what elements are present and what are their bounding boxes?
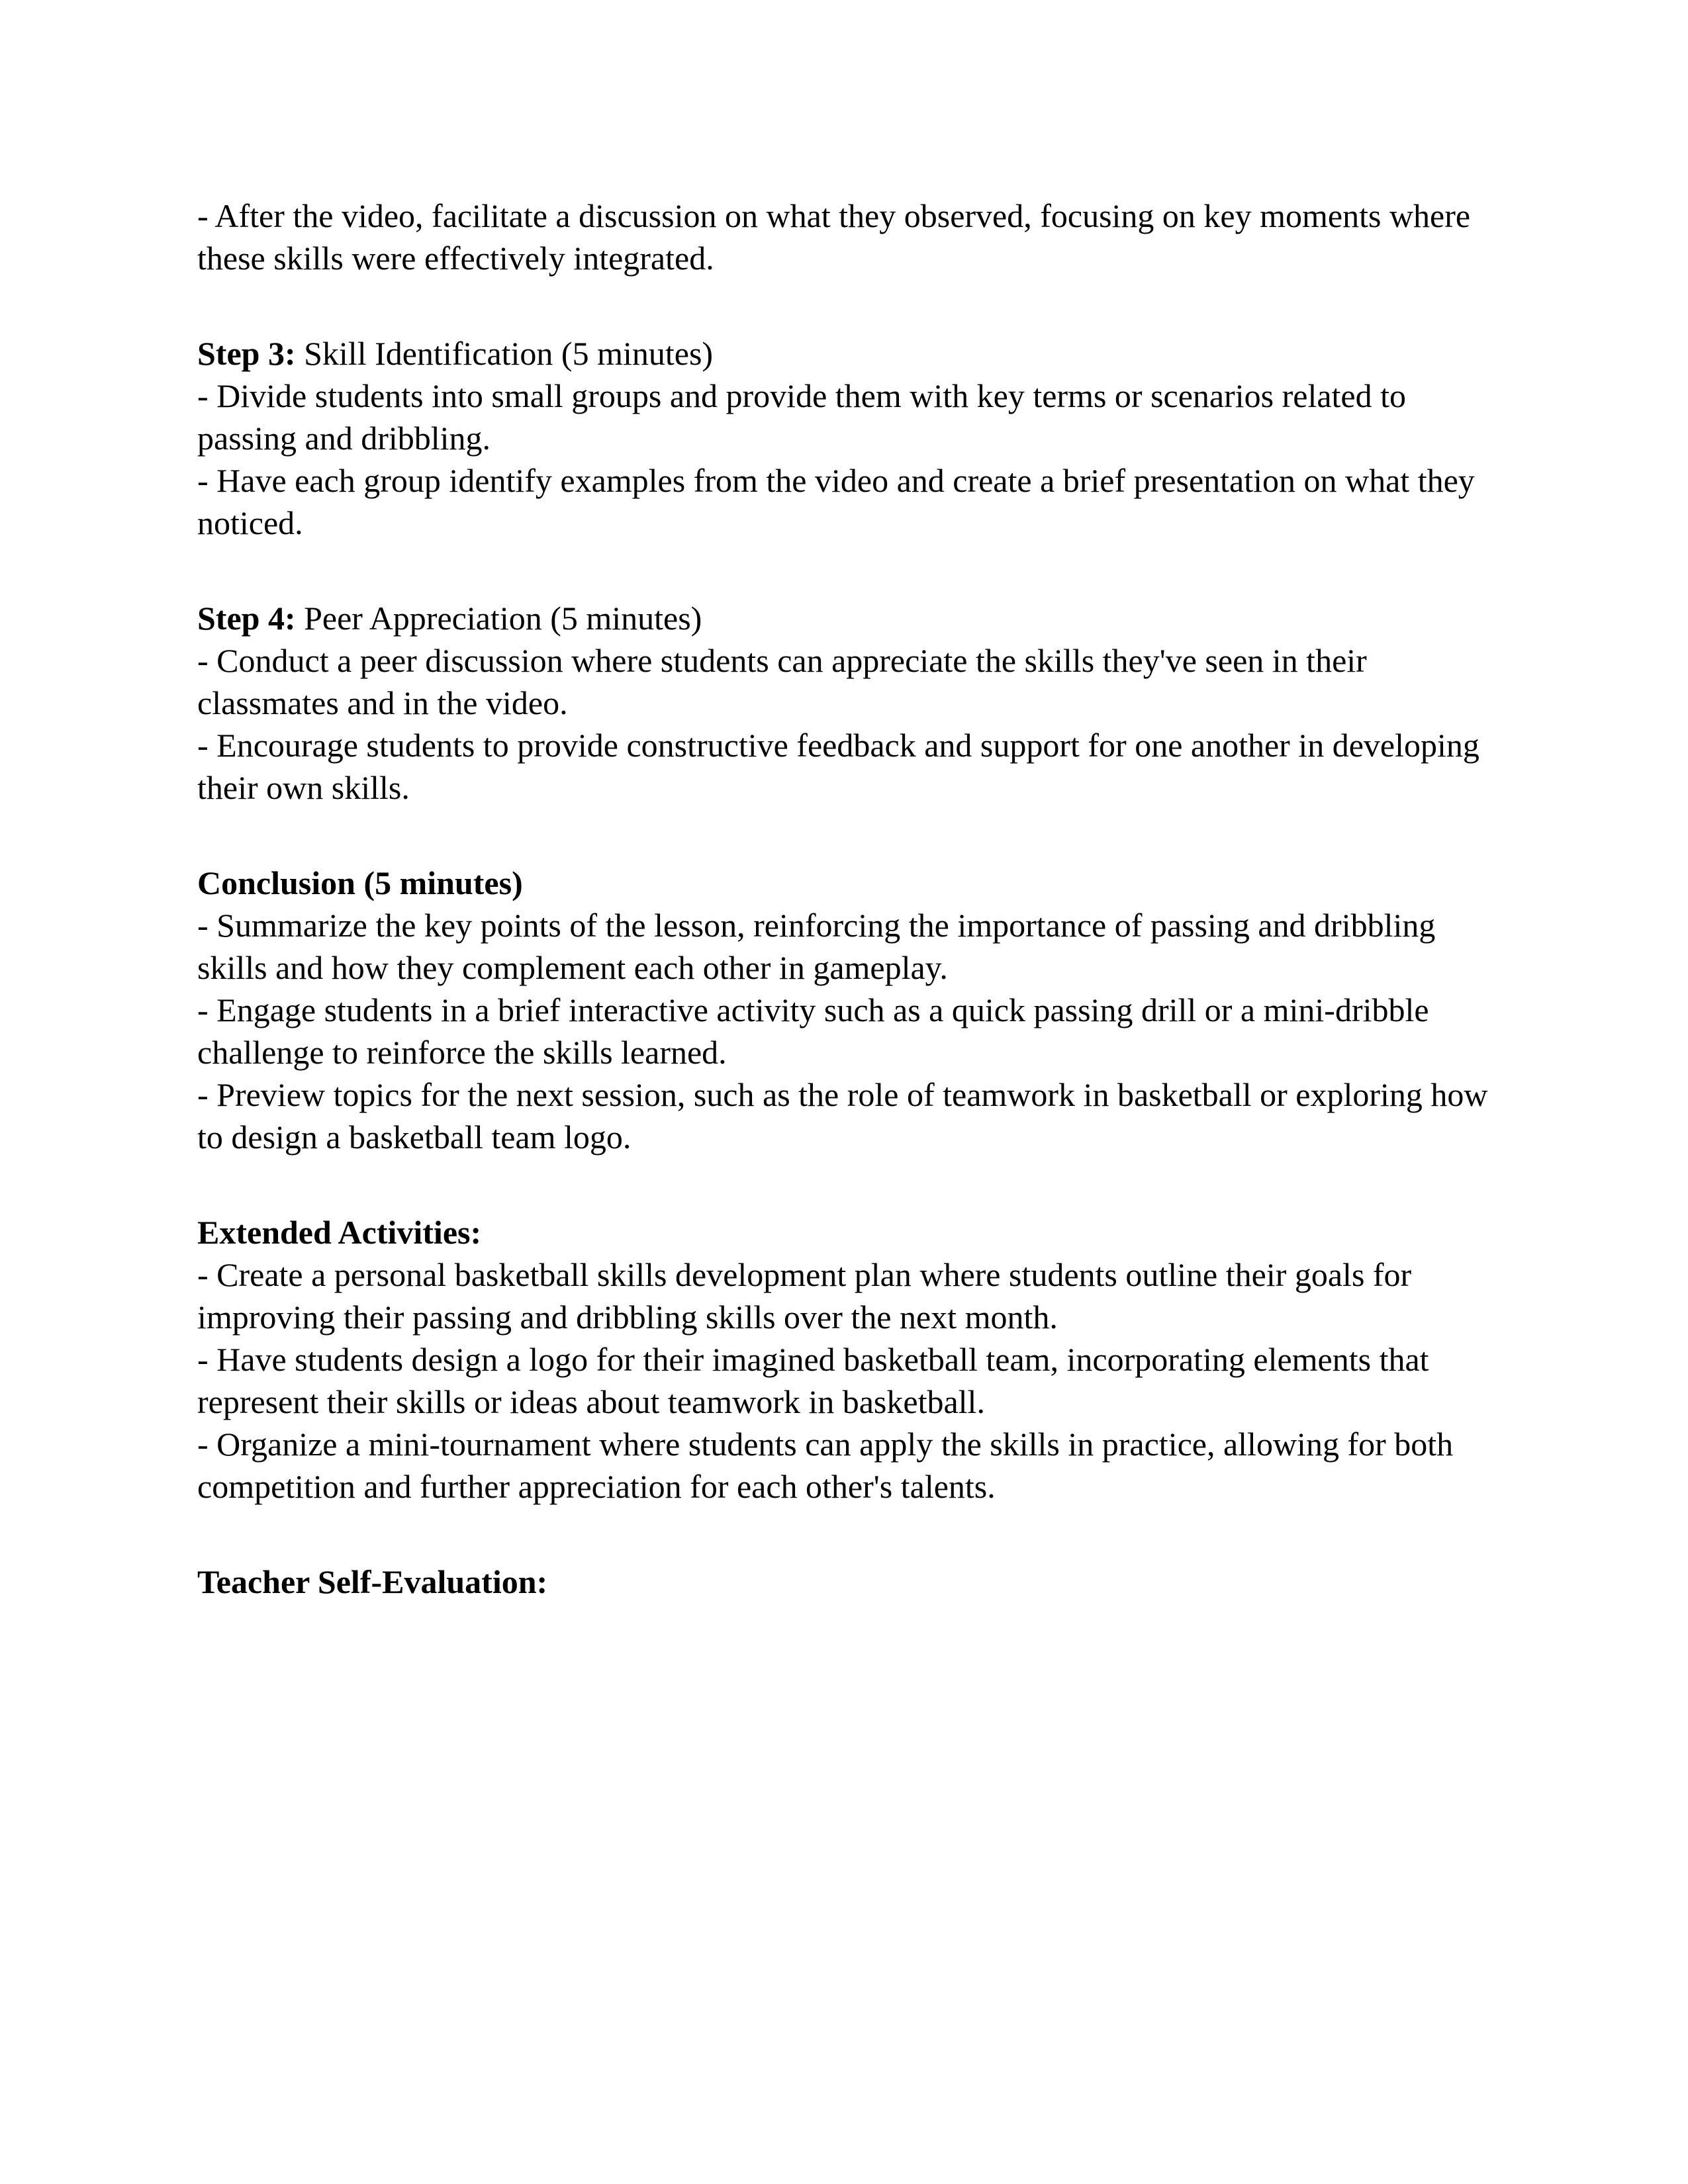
paragraph-teacher-self-evaluation — [197, 1561, 1523, 1603]
text-run: competition and further appreciation for each other's talents. — [197, 1468, 996, 1505]
text-run: their own skills. — [197, 769, 410, 806]
text-line — [197, 904, 1523, 946]
text-run: improving their passing and dribbling skills over the next month. — [197, 1298, 1058, 1336]
bold-run: Teacher Self-Evaluation: — [197, 1563, 548, 1600]
paragraph-extended-activities — [197, 1211, 1523, 1508]
text-line — [197, 1073, 1523, 1116]
text-line — [197, 1031, 1523, 1073]
text-run: challenge to reinforce the skills learned. — [197, 1034, 727, 1071]
text-run: to design a basketball team logo. — [197, 1118, 632, 1156]
text-run: - Engage students in a brief interactive activity such as a quick passing drill or a mini-dribble — [197, 991, 1429, 1028]
text-line — [197, 682, 1523, 724]
paragraph-conclusion — [197, 862, 1523, 1158]
text-line — [197, 766, 1523, 809]
text-line — [197, 459, 1523, 502]
document-content — [197, 195, 1523, 1603]
text-run: - Divide students into small groups and provide them with key terms or scenarios related to — [197, 377, 1407, 414]
text-line — [197, 1116, 1523, 1158]
text-run: - Conduct a peer discussion where students can appreciate the skills they've seen in their — [197, 642, 1367, 679]
text-line — [197, 502, 1523, 544]
text-line — [197, 724, 1523, 766]
paragraph-video-discussion-continuation — [197, 195, 1523, 279]
text-line — [197, 946, 1523, 989]
text-run: - Preview topics for the next session, such as the role of teamwork in basketball or exploring how — [197, 1076, 1488, 1113]
text-line — [197, 1296, 1523, 1338]
text-line — [197, 1561, 1523, 1603]
text-run: these skills were effectively integrated. — [197, 240, 714, 277]
bold-run: Step 4: — [197, 600, 296, 637]
text-run: represent their skills or ideas about teamwork in basketball. — [197, 1383, 985, 1420]
text-run: - Have each group identify examples from the video and create a brief presentation on what they — [197, 462, 1475, 499]
text-line — [197, 195, 1523, 237]
text-line — [197, 597, 1523, 639]
text-run: classmates and in the video. — [197, 684, 568, 721]
text-line — [197, 417, 1523, 459]
text-line — [197, 989, 1523, 1031]
text-line — [197, 1338, 1523, 1381]
text-run: Skill Identification (5 minutes) — [295, 335, 714, 372]
text-run: - After the video, facilitate a discussion on what they observed, focusing on key moments where — [197, 197, 1471, 234]
text-line — [197, 862, 1523, 904]
text-run: passing and dribbling. — [197, 420, 491, 457]
bold-run: Step 3: — [197, 335, 296, 372]
paragraph-step-4-peer-appreciation — [197, 597, 1523, 809]
text-line — [197, 1465, 1523, 1508]
text-line — [197, 332, 1523, 375]
bold-run: Extended Activities: — [197, 1214, 482, 1251]
text-line — [197, 237, 1523, 279]
text-run: - Have students design a logo for their imagined basketball team, incorporating elements that — [197, 1341, 1429, 1378]
bold-run: Conclusion (5 minutes) — [197, 864, 523, 901]
text-line — [197, 375, 1523, 417]
text-run: - Organize a mini-tournament where students can apply the skills in practice, allowing for both — [197, 1426, 1454, 1463]
paragraph-step-3-skill-identification — [197, 332, 1523, 544]
text-run: Peer Appreciation (5 minutes) — [295, 600, 702, 637]
text-line — [197, 1423, 1523, 1465]
text-line — [197, 639, 1523, 682]
text-line — [197, 1211, 1523, 1253]
text-run: noticed. — [197, 504, 303, 541]
text-run: - Create a personal basketball skills development plan where students outline their goals for — [197, 1256, 1412, 1293]
text-run: - Summarize the key points of the lesson, reinforcing the importance of passing and dribbling — [197, 907, 1436, 944]
text-run: skills and how they complement each other in gameplay. — [197, 949, 948, 986]
text-run: - Encourage students to provide constructive feedback and support for one another in developing — [197, 727, 1479, 764]
text-line — [197, 1381, 1523, 1423]
text-line — [197, 1253, 1523, 1296]
